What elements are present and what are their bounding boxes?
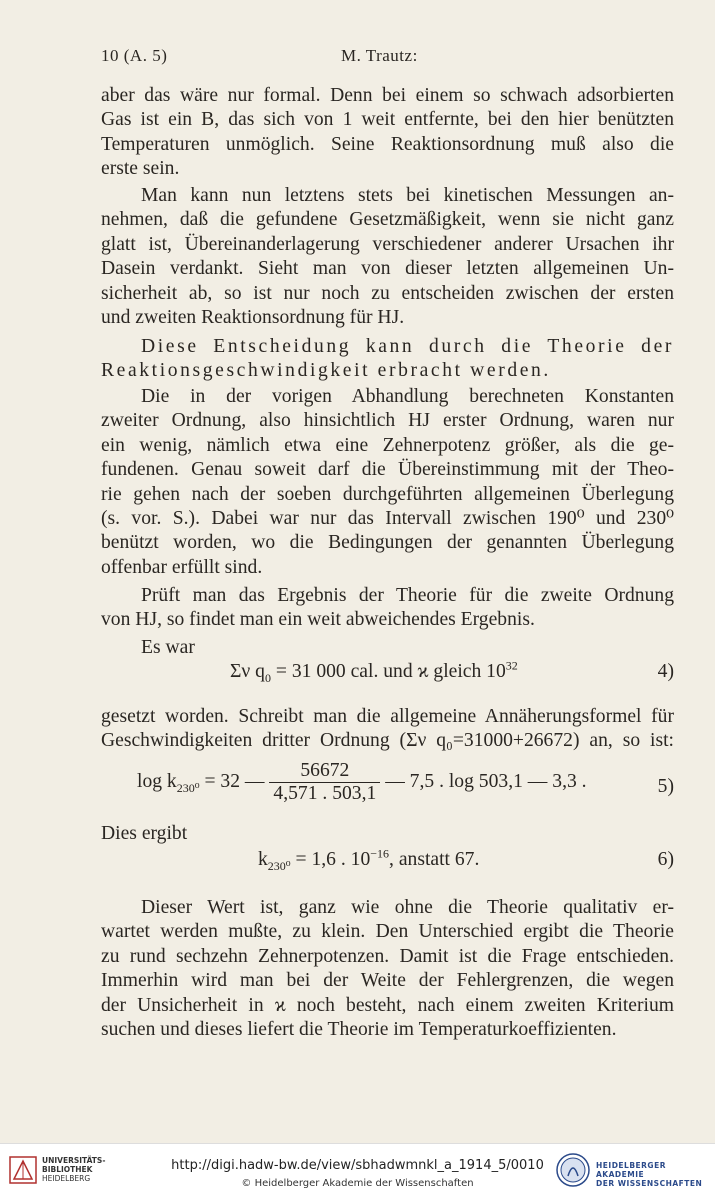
paragraph-4: Die in der vorigen Abhandlung berechneten Konstanten zweiter Ordnung, also hinsichtlich HJ erster Ordnung, waren nur ein wenig, nämlich etwa eine Zehnerpotenz größer, als die ge- fundenen. Genau soweit darf die Übereinstimmung mit der Theo- rie gehen nach der soeben durchgeführten allgemeinen Überlegung (s. vor. S.). Dabei war nur das Intervall zwischen 190⁰ und 230⁰ benützt worden, wo die Bedingungen der genannten Überlegung offenbar erfüllt sind.	[101, 386, 674, 578]
dies-ergibt: Dies ergibt	[101, 823, 188, 844]
equation-5-number: 5)	[657, 776, 674, 797]
viewer-footer	[0, 1143, 715, 1197]
paragraph-6: gesetzt worden. Schreibt man die allgemeine Annäherungsformel für Geschwindigkeiten dritter Ordnung (Σν q₀=31000+26672) an, so ist:	[101, 706, 674, 752]
paragraph-7: Dieser Wert ist, ganz wie ohne die Theorie qualitativ er- wartet werden mußte, zu klein. Den Unterschied ergibt die Theorie zu rund sechzehn Zehnerpotenzen. Damit ist die Frage entschieden. Immerhin wird man bei der Weite der Fehlergrenzen, die wegen der Unsicherheit in ϰ noch besteht, nach einem zweiten Kriterium suchen und dieses liefert die Theorie im Temperaturkoeffizienten.	[101, 897, 674, 1041]
equation-6: $k_{230^0} = 1,6$ . $10^{-16}$, anstatt 67.	[258, 846, 480, 873]
copyright-notice: © Heidelberger Akademie der Wissenschaften	[241, 1178, 474, 1189]
page-number: 10 (A. 5)	[101, 46, 168, 65]
equation-6-number: 6)	[657, 849, 674, 870]
equation-4: Σν $q_0 = 31$ 000 cal. und ϰ gleich $10^{32}$	[230, 658, 518, 685]
paragraph-2: Man kann nun letztens stets bei kinetischen Messungen an- nehmen, daß die gefundene Gesetzmäßigkeit, wenn sie nicht ganz glatt ist, Übereinanderlagerung verschiedener anderer Ursachen ihr Dasein verdankt. Sieht man von dieser letzten allgemeinen Un- sicherheit ab, so ist nur noch zu entscheiden zwischen der ersten und zweiten Reaktionsordnung für HJ.	[101, 185, 674, 329]
academy-seal-icon	[555, 1152, 591, 1188]
paragraph-1: aber das wäre nur formal. Denn bei einem so schwach adsorbierten Gas ist ein B, das sich von 1 weit entfernte, bei den hier benützten Temperaturen unmöglich. Seine Reaktionsordnung muß also die erste sein.	[101, 85, 674, 180]
paragraph-5: Prüft man das Ergebnis der Theorie für die zweite Ordnung von HJ, so findet man ein weit abweichendes Ergebnis.	[101, 585, 674, 631]
paragraph-3-spaced: Diese Entscheidung kann durch die Theorie der Reaktionsgeschwindigkeit erbracht werden.	[101, 336, 674, 382]
running-header	[101, 46, 674, 66]
source-url-link[interactable]: http://digi.hadw-bw.de/view/sbhadwmnkl_a_1914_5/0010	[171, 1158, 544, 1173]
author-name: M. Trautz:	[341, 46, 418, 65]
equation-4-number: 4)	[657, 661, 674, 682]
university-library-name: UNIVERSITÄTS- BIBLIOTHEK HEIDELBERG	[42, 1156, 106, 1183]
academy-name: HEIDELBERGER AKADEMIE DER WISSENSCHAFTEN	[596, 1161, 703, 1188]
equation-5: $\log k_{230^0} = 32$ — $\frac{56672}{4,571 . 503,1}$ — 7,5 . log 503,1 — 3,3 .	[137, 760, 587, 804]
es-war: Es war	[141, 637, 195, 658]
fraction: $\frac{56672}{4,571 . 503,1}$	[269, 760, 380, 805]
